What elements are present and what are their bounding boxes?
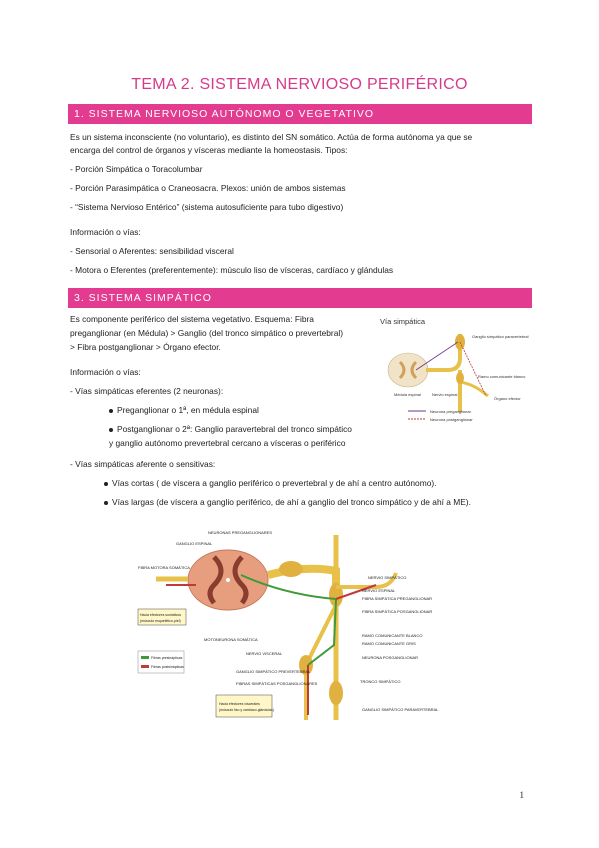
list-item [104,496,471,509]
type-item: - Porción Parasimpática o Craneosacra. Plexos: unión de ambos sistemas [70,183,346,193]
label-neurona-pos: NEURONA POSGANGLIONAR [362,655,419,660]
sympathetic-pathway-small-figure [378,312,533,427]
page-title: TEMA 2. SISTEMA NERVIOSO PERIFÉRICO [131,76,468,93]
small-figure-title: Vía simpática [380,317,426,326]
legend-post: Fibras postsinápticas [151,665,184,669]
section-3-heading: 3. SISTEMA SIMPÁTICO [68,288,532,308]
info-item: - Motora o Eferentes (preferentemente): músculo liso de vísceras, cardíaco y glándulas [70,265,394,275]
label-tronco: TRONCO SIMPÁTICO [360,679,401,684]
label-nervio-espinal: NERVIO ESPINAL [362,588,396,593]
type-item: - “Sistema Nervioso Entérico” (sistema autosuficiente para tubo digestivo) [70,202,344,212]
section-1-intro-line-2: encarga del control de órganos y vísceras mediante la homeostasis. Tipos: [70,145,348,155]
label-nervio-visceral: NERVIO VISCERAL [246,651,283,656]
afferent-heading: - Vías simpáticas aferente o sensitivas: [70,459,216,469]
info-heading: Información o vías: [70,227,141,237]
info-heading: Información o vías: [70,367,141,377]
bullet-icon [109,428,113,432]
page-number: 1 [519,790,524,800]
list-item-text: Postganglionar o 2ª: Ganglio paravertebral del tronco simpático [117,424,352,434]
section-1-intro-line-1: Es un sistema inconsciente (no voluntario), es distinto del SN somático. Actúa de forma autónoma ya que se [70,132,473,142]
list-item-text: Preganglionar o 1ª, en médula espinal [117,405,259,415]
list-item [104,477,436,490]
list-item-continuation: y ganglio autónomo prevertebral cercano a vísceras o periférico [109,438,346,448]
label-fibra-post: FIBRA SIMPÁTICA POSGANGLIONAR [362,609,433,614]
small-label-ganglio: Ganglio simpático paravertebral [472,334,529,339]
small-label-organo: Órgano efector [494,396,521,401]
label-fibras-post: FIBRAS SIMPÁTICAS POSGANGLIONARES [236,681,318,686]
label-fibra-motora: FIBRA MOTORA SOMÁTICA [138,565,190,570]
legend-pre: Fibras presinápticas [151,656,183,660]
small-label-nervio: Nervio espinal [432,392,458,397]
small-legend-pre: Neurona preganglionar [430,409,471,414]
info-item: - Sensorial o Aferentes: sensibilidad visceral [70,246,234,256]
list-item-text: Vías largas (de víscera a ganglio periférico, de ahí a ganglio del tronco simpático y de ahí a ME). [112,497,471,507]
section-3-intro-line-3: > Fibra postganglionar > Órgano efector. [70,342,221,352]
label-fibra-pre: FIBRA SIMPÁTICA PREGANGLIONAR [362,596,433,601]
label-hacia-somaticos: Hacia efectores somáticos [140,613,182,617]
small-legend-post: Neurona postganglionar [430,417,473,422]
label-hacia-somaticos-2: (músculo esquelético-piel) [140,619,181,623]
label-motoneurona: MOTONEURONA SOMÁTICA [204,637,258,642]
label-nervio-simpatico: NERVIO SIMPÁTICO [368,575,407,580]
label-hacia-viscerales-2: (músculo liso y cardíaco-glándulas) [219,708,274,712]
bullet-icon [104,501,108,505]
list-item [109,423,352,436]
label-hacia-viscerales: Hacia efectores viscerales [219,702,260,706]
efferent-heading: - Vías simpáticas eferentes (2 neuronas): [70,386,224,396]
label-ganglio-para: GANGLIO SIMPÁTICO PARAVERTEBRAL [362,707,439,712]
small-label-ramo: Ramo comunicante blanco [478,374,526,379]
type-item: - Porción Simpática o Toracolumbar [70,164,203,174]
label-ramo-blanco: RAMO COMUNICANTE BLANCO [362,633,423,638]
label-ganglio-prev: GANGLIO SIMPÁTICO PREVERTEBRAL [236,669,311,674]
small-label-medula: Médula espinal [394,392,421,397]
label-ganglio-espinal: GANGLIO ESPINAL [176,541,213,546]
bullet-icon [104,482,108,486]
bullet-icon [109,409,113,413]
list-item [109,404,259,417]
sympathetic-system-diagram [136,525,460,725]
section-3-intro-line-2: preganglionar (en Médula) > Ganglio (del tronco simpático o prevertebral) [70,328,344,338]
section-3-intro-line-1: Es componente periférico del sistema vegetativo. Esquema: Fibra [70,314,314,324]
list-item-text: Vías cortas ( de víscera a ganglio periférico o prevertebral y de ahí a centro autónomo). [112,478,437,488]
label-ramo-gris: RAMO COMUNICANTE GRIS [362,641,416,646]
section-1-heading: 1. SISTEMA NERVIOSO AUTÓNOMO O VEGETATIVO [68,104,532,124]
label-neuronas-pre: NEURONAS PREGANGLIONARES [208,530,273,535]
